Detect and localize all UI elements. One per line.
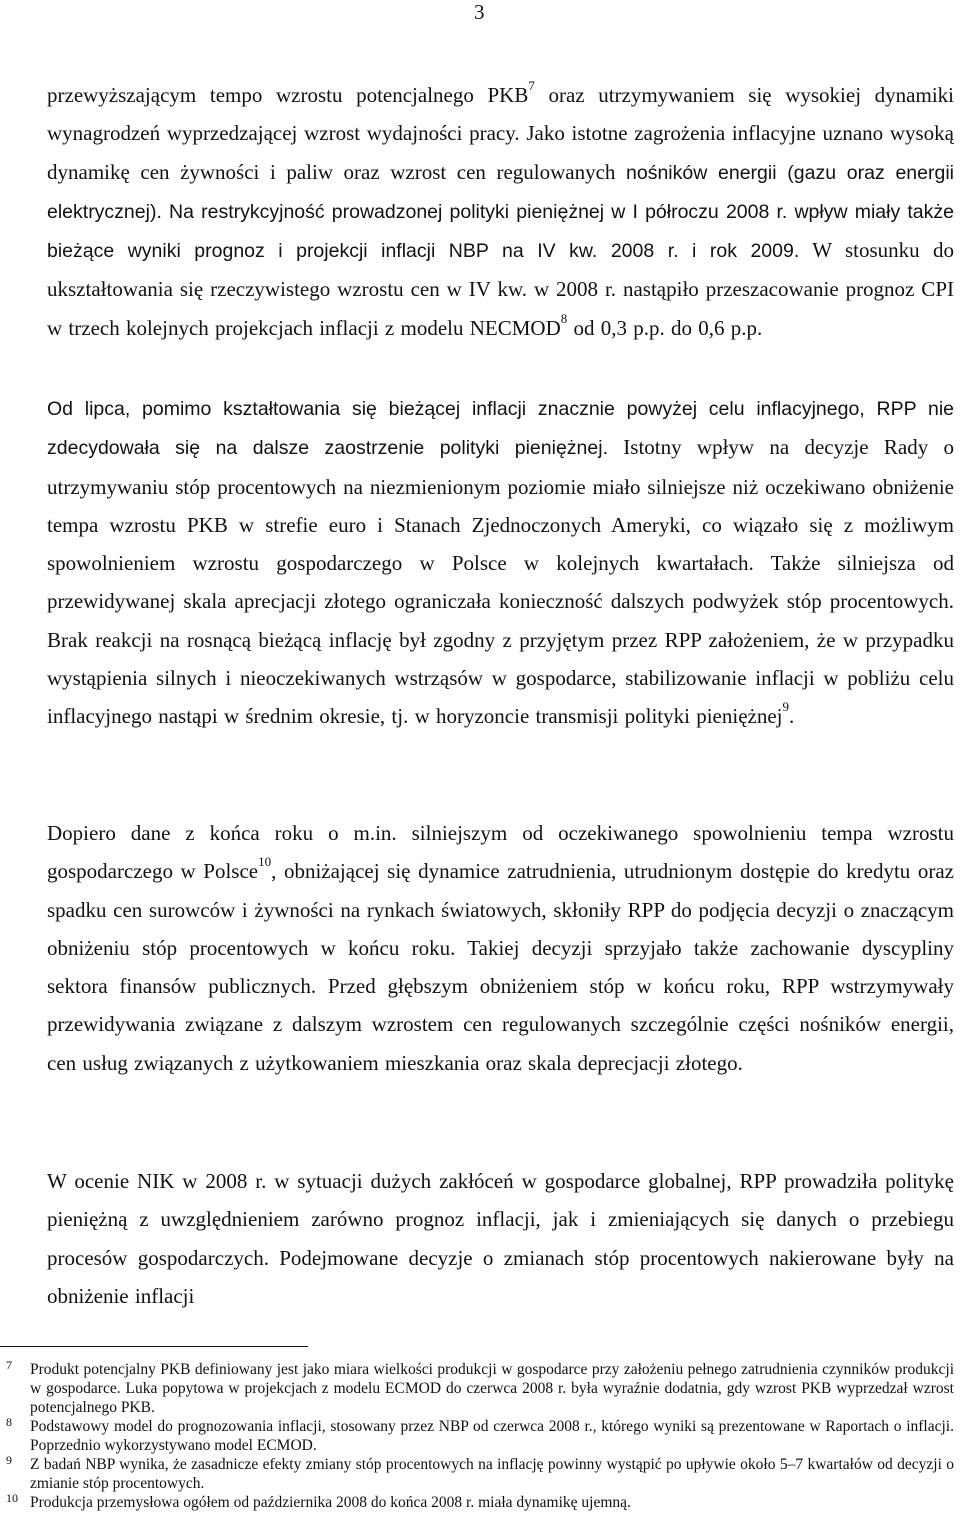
footnote-number: 7 <box>6 1358 12 1372</box>
p1-text-d: W stosunku do ukształtowania się rzeczywistego wzrostu cen w IV kw. w 2008 r. nastąpiło przeszacowanie prognoz CPI w trzech kolejnych projekcjach inflacji z modelu NECMOD <box>47 238 954 340</box>
p3-text-a: Dopiero dane z końca roku o m.in. silniejszym od oczekiwanego spowolnieniu tempa wzrostu gospodarczego w Polsce <box>47 821 954 884</box>
p1-text-b: oraz utrzymywaniem się wysokiej dynamiki wynagrodzeń wyprzedzającej wzrost wydajności pracy. Jako istotne zagrożenia inflacyjne uznano wysoką dynamikę cen żywności i paliw oraz wzrost cen regulowanych <box>47 83 954 184</box>
p2-text-sans: Od lipca, pomimo kształtowania się bieżącej inflacji znacznie powyżej celu inflacyjnego, RPP nie zdecydowała się na dalsze zaostrzenie polityki pieniężnej. <box>47 398 954 460</box>
footnote-ref-7[interactable]: 7 <box>528 78 535 93</box>
footnote-text: Produkt potencjalny PKB definiowany jest jako miara wielkości produkcji w gospodarce przy założeniu pełnego zatrudnienia czynników produkcji w gospodarce. Luka popytowa w projekcjach z modelu ECMOD do czerwca 2008 r. była wyraźnie dodatnia, gdy wzrost PKB wyprzedzał wzrost potencjalnego PKB. <box>30 1361 954 1416</box>
footnote-text: Podstawowy model do prognozowania inflacji, stosowany przez NBP od czerwca 2008 r., którego wyniki są prezentowane w Raportach o inflacji. Poprzednio wykorzystywano model ECMOD. <box>30 1418 954 1454</box>
p2-text-c: . <box>788 704 795 729</box>
p1-text-a: przewyższającym tempo wzrostu potencjalnego PKB <box>47 83 529 107</box>
footnote-number: 9 <box>6 1453 12 1467</box>
p2-text-b: Istotny wpływ na decyzje Rady o utrzymywaniu stóp procentowych na niezmienionym poziomie miało silniejsze niż oczekiwano obniżenie tempa wzrostu PKB w strefie euro i Stanach Zjednoczonych Ameryki, co wiązało się z możliwym spowolnieniem wzrostu gospodarczego w Polsce w kolejnych kwartałach. Także silniejsza od przewidywanej skala aprecjacji złotego ograniczała konieczność dalszych podwyżek stóp procentowych. Brak reakcji na rosnącą bieżącą inflację był zgodny z przyjętym przez RPP założeniem, że w przypadku wystąpienia silnych i nieoczekiwanych wstrząsów w gospodarce, stabilizowanie inflacji w pobliżu celu inflacyjnego nastąpi w średnim okresie, tj. w horyzoncie transmisji polityki pieniężnej <box>47 435 954 729</box>
footnote-10 <box>0 1493 960 1512</box>
footnote-number: 10 <box>6 1491 18 1505</box>
paragraph-1 <box>47 76 954 347</box>
footnote-8 <box>0 1417 960 1455</box>
footnote-ref-9[interactable]: 9 <box>782 699 789 715</box>
paragraph-2 <box>47 389 954 736</box>
p3-text-b: , obniżającej się dynamice zatrudnienia, utrudnionym dostępie do kredytu oraz spadku cen surowców i żywności na rynkach światowych, skłoniły RPP do podjęcia decyzji o znaczącym obniżeniu stóp procentowych w końcu roku. Takiej decyzji sprzyjało także zachowanie dyscypliny sektora finansów publicznych. Przed głębszym obniżeniem stóp w końcu roku, RPP wstrzymywały przewidywania związane z dalszym wzrostem cen regulowanych szczególnie części nośników energii, cen usług związanych z użytkowaniem mieszkania oraz skala deprecjacji złotego. <box>47 859 955 1075</box>
paragraph-3 <box>47 814 954 1082</box>
p4-text: W ocenie NIK w 2008 r. w sytuacji dużych zakłóceń w gospodarce globalnej, RPP prowadziła politykę pieniężną z uwzględnieniem zarówno prognoz inflacji, jak i zmieniających się danych o przebiegu procesów gospodarczych. Podejmowane decyzje o zmianach stóp procentowych nakierowane były na obniżenie inflacji <box>47 1169 954 1308</box>
page-number: 3 <box>474 0 485 24</box>
footnote-number: 8 <box>6 1415 12 1429</box>
footnote-ref-8[interactable]: 8 <box>560 310 568 326</box>
footnotes <box>0 1360 960 1512</box>
footnote-ref-10[interactable]: 10 <box>258 854 272 870</box>
footnote-separator <box>0 1346 308 1347</box>
footnote-text: Produkcja przemysłowa ogółem od października 2008 do końca 2008 r. miała dynamikę ujemną. <box>30 1494 631 1511</box>
p1-text-e: od 0,3 p.p. do 0,6 p.p. <box>567 315 763 340</box>
footnote-7 <box>0 1360 960 1417</box>
footnote-9 <box>0 1455 960 1493</box>
footnote-text: Z badań NBP wynika, że zasadnicze efekty zmiany stóp procentowych na inflację powinny wystąpić po upływie około 5–7 kwartałów od decyzji o zmianie stóp procentowych. <box>30 1456 954 1492</box>
p1-text-sans: nośników energii (gazu oraz energii elektrycznej). Na restrykcyjność prowadzonej polityki pieniężnej w I półroczu 2008 r. wpływ miały także bieżące wyniki prognoz i projekcji inflacji NBP na IV kw. 2008 r. i rok 2009. <box>47 161 954 263</box>
paragraph-4 <box>47 1162 954 1315</box>
